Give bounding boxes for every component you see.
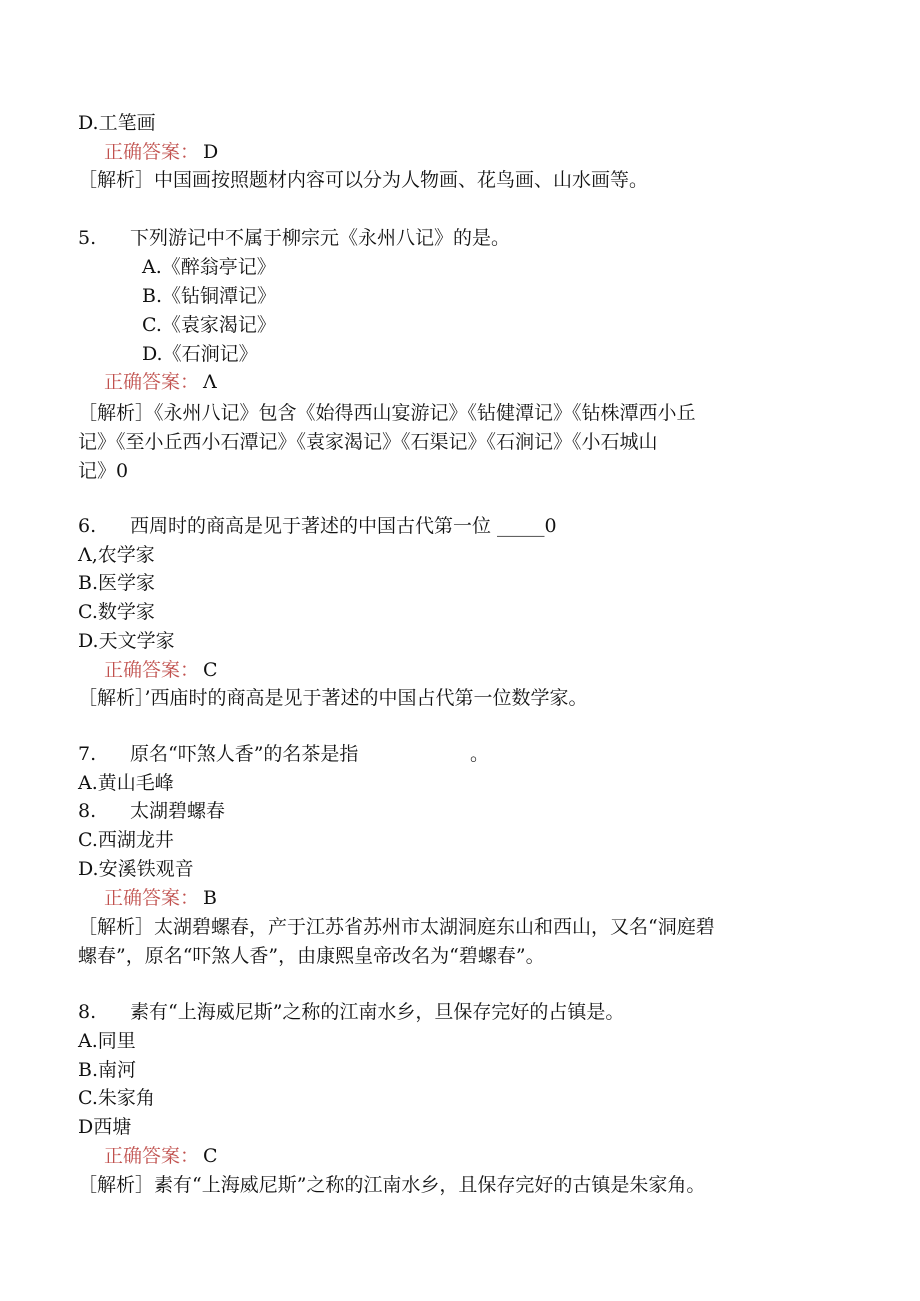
answer-value: C — [203, 659, 218, 681]
q5-explanation-line-1: ［解析］《永州八记》包含《始得西山宴游记》《钻健潭记》《钻株潭西小丘 — [78, 402, 696, 424]
q7-answer — [104, 885, 217, 911]
answer-label: 正确答案： — [104, 141, 200, 163]
q6-option-a: Λ,农学家 — [78, 544, 155, 566]
answer-value: B — [203, 887, 217, 909]
q7-number: 7. — [78, 743, 97, 765]
q6-answer — [104, 657, 218, 683]
q6-question-text: 西周时的商高是见于著述的中国古代第一位 _____0 — [130, 515, 557, 537]
q6-option-b: B.医学家 — [78, 572, 156, 594]
q5-number: 5. — [78, 227, 97, 249]
q7-explanation-line-2: 螺春”，原名“吓煞人香”，由康熙皇帝改名为“碧螺春”。 — [78, 945, 545, 967]
q6-explanation: ［解析］’西庙时的商高是见于著述的中国占代第一位数学家。 — [78, 687, 588, 709]
answer-label: 正确答案： — [104, 1145, 200, 1167]
q5-option-a: A.《醉翁亭记》 — [142, 256, 276, 278]
answer-label: 正确答案： — [104, 659, 200, 681]
q7-option-a: A.黄山毛峰 — [78, 772, 174, 794]
q7-option-b-text: 太湖碧螺春 — [130, 800, 226, 822]
q5-answer — [104, 369, 217, 395]
q5-explanation-line-3: 记》0 — [78, 460, 129, 482]
answer-label: 正确答案： — [104, 887, 200, 909]
q5-option-d: D.《石涧记》 — [142, 343, 258, 365]
q6-number: 6. — [78, 515, 97, 537]
q7-option-c: C.西湖龙井 — [78, 829, 174, 851]
answer-value: C — [203, 1145, 218, 1167]
q8-question-text: 素有“上海威尼斯”之称的江南水乡，旦保存完好的占镇是。 — [130, 1001, 625, 1023]
q8-number: 8. — [78, 1001, 97, 1023]
q7-option-b-number: 8. — [78, 800, 97, 822]
q5-question-text: 下列游记中不属于柳宗元《永州八记》的是。 — [130, 227, 511, 249]
answer-label: 正确答案： — [104, 371, 200, 393]
q5-option-c: C.《袁家渴记》 — [142, 314, 276, 336]
q6-option-d: D.天文学家 — [78, 630, 175, 652]
q5-explanation-line-2: 记》《至小丘西小石潭记》《袁家渴记》《石渠记》《石涧记》《小石城山 — [78, 431, 658, 453]
q4-answer — [104, 139, 218, 165]
q8-answer — [104, 1143, 218, 1169]
q5-option-b: B.《钻铜潭记》 — [142, 285, 277, 307]
q7-explanation-line-1: ［解析］太湖碧螺春，产于江苏省苏州市太湖洞庭东山和西山，又名“洞庭碧 — [78, 916, 715, 938]
q4-explanation: ［解析］中国画按照题材内容可以分为人物画、花鸟画、山水画等。 — [78, 169, 649, 191]
q4-option-d: D.工笔画 — [78, 112, 156, 134]
q7-question-period: 。 — [470, 743, 490, 765]
answer-value: D — [203, 141, 219, 163]
q7-question-text: 原名“吓煞人香”的名茶是指 — [130, 743, 359, 765]
q8-option-a: A.同里 — [78, 1030, 136, 1052]
answer-value: Λ — [203, 371, 217, 393]
q8-option-b: B.南河 — [78, 1059, 137, 1081]
q7-option-d: D.安溪铁观音 — [78, 858, 194, 880]
q8-option-c: C.朱家角 — [78, 1087, 155, 1109]
q6-option-c: C.数学家 — [78, 601, 155, 623]
q8-option-d: D西塘 — [78, 1116, 132, 1138]
q8-explanation: ［解析］素有“上海威尼斯”之称的江南水乡，且保存完好的古镇是朱家角。 — [78, 1174, 706, 1196]
